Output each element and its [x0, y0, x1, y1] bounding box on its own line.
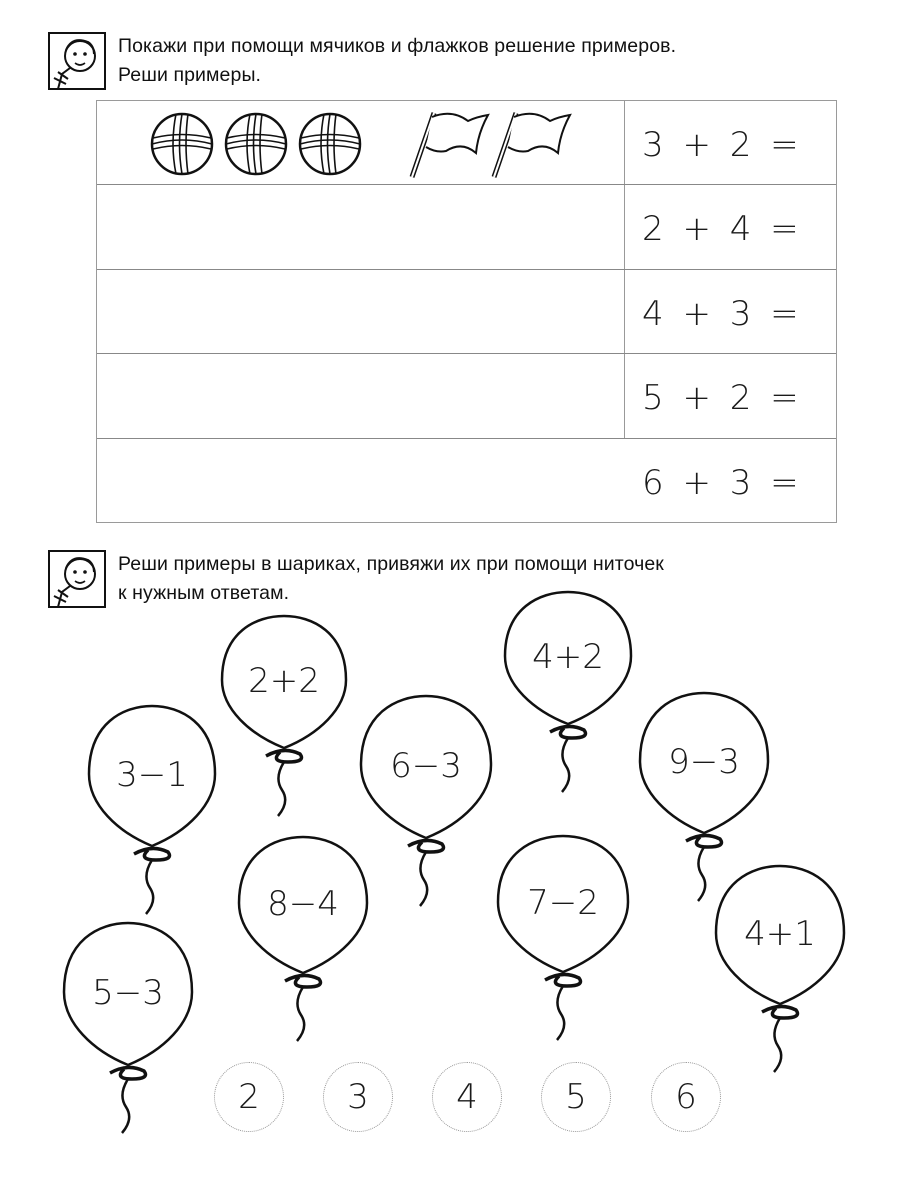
balloon-string [698, 847, 705, 901]
balloon-expression: 9−3 [668, 742, 740, 782]
example-expression: 5 + 2 = [642, 378, 803, 419]
balloon[interactable] [222, 616, 346, 816]
balloon[interactable] [89, 706, 215, 914]
balloon-string [297, 987, 304, 1041]
balloon-string [122, 1079, 129, 1133]
balloon-string [774, 1018, 781, 1072]
answer-circle[interactable]: 5 [541, 1062, 611, 1132]
balloon[interactable] [505, 592, 631, 792]
balloon-string [146, 860, 153, 914]
task1-line-2: Реши примеры. [118, 64, 262, 86]
balloon-expression: 7−2 [527, 883, 599, 923]
balloon-expression: 6−3 [390, 746, 462, 786]
task2-line-2: к нужным ответам. [118, 582, 290, 604]
balloon-string [562, 738, 569, 792]
balloon-string [420, 852, 427, 906]
balloon-expression: 4+2 [532, 637, 604, 677]
balloon-knot [550, 726, 586, 738]
balloon-knot [408, 840, 444, 852]
balloon-knot [545, 974, 581, 986]
example-expression: 4 + 3 = [642, 293, 803, 334]
balloon-knot [285, 975, 321, 987]
answer-circle[interactable]: 6 [651, 1062, 721, 1132]
task1-line-1: Покажи при помощи мячиков и флажков решение примеров. [118, 35, 677, 57]
balloon-knot [266, 750, 302, 762]
balloon[interactable] [239, 837, 367, 1041]
balloon-expression: 4+1 [744, 914, 816, 954]
balloon[interactable] [640, 693, 768, 901]
example-expression: 3 + 2 = [642, 125, 803, 165]
balloon-knot [762, 1006, 798, 1018]
balloon-string [278, 762, 285, 816]
task2-line-1: Реши примеры в шариках, привяжи их при помощи ниточек [118, 553, 664, 575]
balloon[interactable] [716, 866, 844, 1072]
balloon-knot [110, 1067, 146, 1079]
balloon-string [557, 986, 564, 1040]
balloon-expression: 2+2 [248, 661, 320, 701]
balloon[interactable] [361, 696, 491, 906]
balloon-knot [686, 835, 722, 847]
balloon-expression: 5−3 [92, 973, 164, 1013]
balloon-expression: 3−1 [116, 755, 188, 795]
answer-circle[interactable]: 3 [323, 1062, 393, 1132]
balloon-expression: 8−4 [267, 884, 339, 924]
example-expression: 6 + 3 = [642, 462, 803, 503]
balloon[interactable] [64, 923, 192, 1133]
balloon-knot [134, 848, 170, 860]
example-expression: 2 + 4 = [642, 209, 803, 250]
answer-circle[interactable]: 2 [214, 1062, 284, 1132]
balloon[interactable] [498, 836, 628, 1040]
answer-circle[interactable]: 4 [432, 1062, 502, 1132]
